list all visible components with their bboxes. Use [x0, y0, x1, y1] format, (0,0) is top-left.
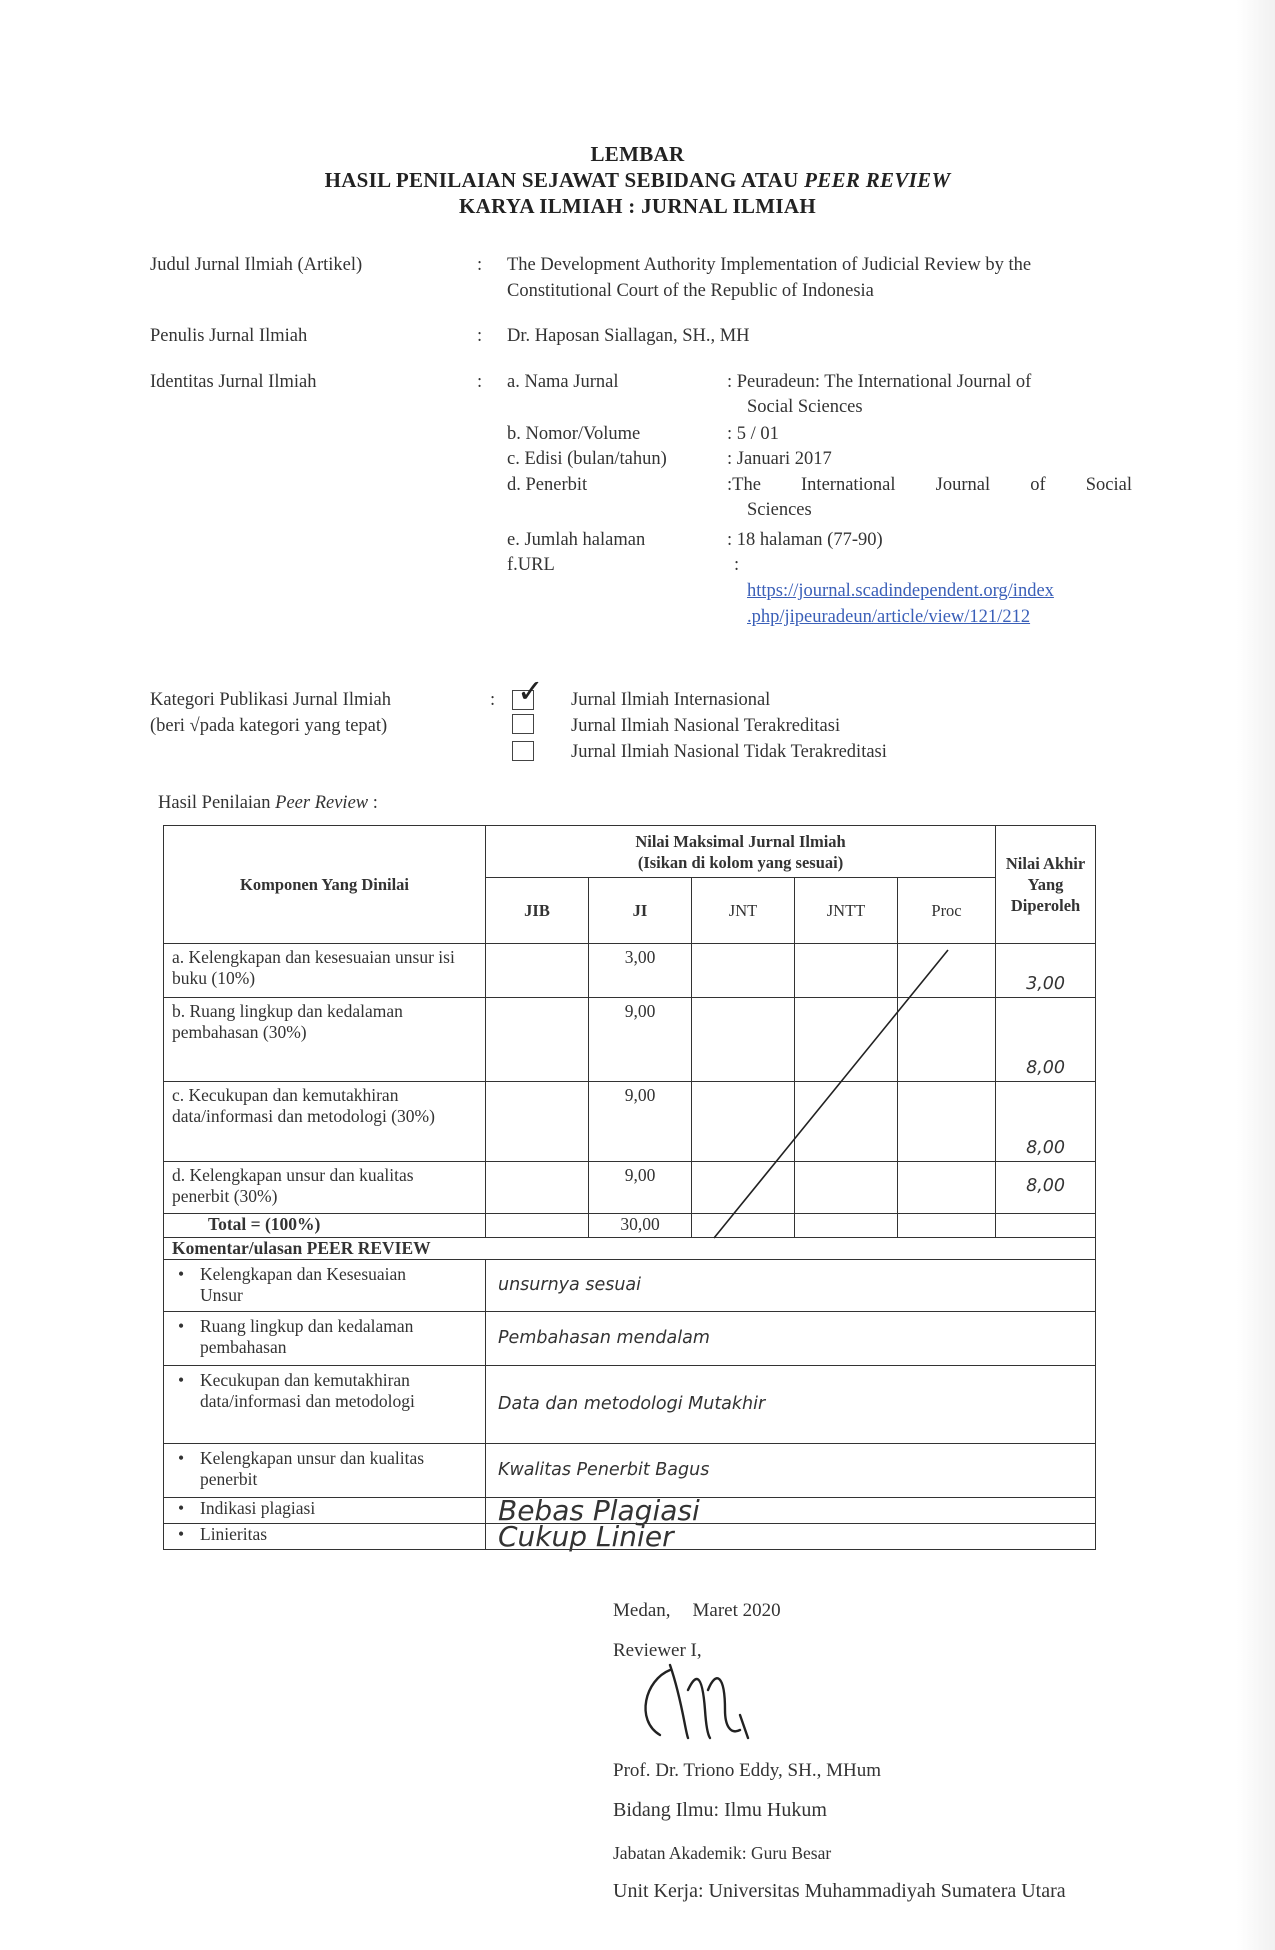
- hasil-label-text: Hasil Penilaian: [158, 793, 276, 813]
- jib-cell: [486, 944, 589, 998]
- date: Maret 2020: [692, 1600, 781, 1621]
- doc-title-line2: [0, 168, 1275, 193]
- edisi-value: : Januari 2017: [727, 449, 832, 469]
- jumlah-label: e. Jumlah halaman: [507, 530, 646, 550]
- jntt-cell: [795, 1214, 898, 1238]
- jnt-cell: [692, 1214, 795, 1238]
- judul-value: The Development Authority Implementation of Judicial Review by the Constitutional Court of the Republic of Indonesia: [507, 255, 1032, 301]
- jntt-cell: [795, 1082, 898, 1162]
- ji-cell: 9,00: [589, 998, 692, 1082]
- judul-colon: :: [477, 255, 483, 275]
- hasil-label-italic: Peer Review: [275, 793, 369, 813]
- judul-label: Judul Jurnal Ilmiah (Artikel): [150, 255, 363, 275]
- kategori-label-2: (beri √pada kategori yang tepat): [150, 716, 388, 736]
- komentar-header: Komentar/ulasan PEER REVIEW: [164, 1238, 1096, 1260]
- doc-title-line1: LEMBAR: [590, 142, 685, 166]
- total-label: Total = (100%): [164, 1214, 486, 1238]
- nama-jurnal-value-1: : Peuradeun: The International Journal of: [727, 372, 1032, 392]
- nomor-value: : 5 / 01: [727, 424, 779, 444]
- kategori-colon: :: [490, 690, 496, 710]
- jnt-cell: [692, 944, 795, 998]
- bullet-icon: •: [178, 1370, 185, 1390]
- reviewer-name: Prof. Dr. Triono Eddy, SH., MHum: [613, 1760, 881, 1781]
- comment-text: Cukup Linier: [486, 1524, 1096, 1550]
- doc-title-line2-text: HASIL PENILAIAN SEJAWAT SEBIDANG ATAU: [324, 168, 805, 192]
- proc-cell: [898, 1082, 996, 1162]
- hasil-label: [158, 790, 378, 816]
- comment-label: Kelengkapan unsur dan kualitas penerbit: [200, 1448, 425, 1489]
- signature-mark: [630, 1650, 810, 1745]
- col-jnt: JNT: [692, 878, 795, 944]
- url-link-line2[interactable]: .php/jipeuradeun/article/view/121/212: [747, 607, 1031, 627]
- proc-cell: [898, 944, 996, 998]
- comment-label: Linieritas: [200, 1524, 268, 1544]
- comment-text: Bebas Plagiasi: [486, 1498, 1096, 1524]
- nama-jurnal-label: a. Nama Jurnal: [507, 372, 619, 392]
- check-mark-icon: ✓: [517, 672, 544, 710]
- nilai-maksimal-header: [486, 826, 996, 878]
- bullet-icon: •: [178, 1448, 185, 1468]
- comment-label-cell: [164, 1498, 486, 1524]
- url-label: f.URL: [507, 555, 555, 575]
- jnt-cell: [692, 998, 795, 1082]
- komponen-cell: a. Kelengkapan dan kesesuaian unsur isi buku (10%): [164, 944, 486, 998]
- doc-title-line3: KARYA ILMIAH : JURNAL ILMIAH: [459, 194, 816, 218]
- nilai-akhir-cell: 8,00: [996, 1162, 1096, 1214]
- col-jntt: JNTT: [795, 878, 898, 944]
- jib-cell: [486, 1214, 589, 1238]
- jntt-cell: [795, 944, 898, 998]
- nilai-maksimal-header-line2: (Isikan di kolom yang sesuai): [637, 852, 844, 872]
- kategori-option-1: Jurnal Ilmiah Internasional: [571, 690, 771, 710]
- jib-cell: [486, 998, 589, 1082]
- comment-label-cell: [164, 1312, 486, 1366]
- jabatan-akademik: Jabatan Akademik: Guru Besar: [613, 1843, 832, 1863]
- identitas-colon: :: [477, 372, 483, 392]
- comment-label-cell: [164, 1524, 486, 1550]
- jumlah-value: : 18 halaman (77-90): [727, 530, 883, 550]
- proc-cell: [898, 1162, 996, 1214]
- nilai-akhir-cell: 8,00: [996, 1082, 1096, 1162]
- nilai-maksimal-header-line1: Nilai Maksimal Jurnal Ilmiah: [635, 831, 846, 851]
- kategori-option-3: Jurnal Ilmiah Nasional Tidak Terakreditasi: [571, 742, 887, 762]
- kategori-label-1: Kategori Publikasi Jurnal Ilmiah: [150, 690, 391, 710]
- comment-text: Pembahasan mendalam: [486, 1312, 1096, 1366]
- penulis-label: Penulis Jurnal Ilmiah: [150, 326, 308, 346]
- komponen-cell: d. Kelengkapan unsur dan kualitas penerbit (30%): [164, 1162, 486, 1214]
- review-table: [163, 825, 1096, 1553]
- col-proc: Proc: [898, 878, 996, 944]
- komponen-header: Komponen Yang Dinilai: [164, 826, 486, 944]
- comment-row: [164, 1312, 1096, 1366]
- table-row: [164, 944, 1096, 998]
- total-akhir-cell: [996, 1214, 1096, 1238]
- comment-label: Indikasi plagiasi: [200, 1498, 316, 1518]
- ji-cell: 3,00: [589, 944, 692, 998]
- penerbit-value-1: :The International Journal of Social: [727, 475, 1132, 495]
- nama-jurnal-value-2: Social Sciences: [747, 397, 863, 417]
- ji-cell: 9,00: [589, 1162, 692, 1214]
- bullet-icon: •: [178, 1524, 185, 1544]
- penerbit-value-2: Sciences: [747, 500, 812, 520]
- col-ji: JI: [589, 878, 692, 944]
- jib-cell: [486, 1162, 589, 1214]
- table-row: [164, 1082, 1096, 1162]
- comment-row: [164, 1260, 1096, 1312]
- jntt-cell: [795, 1162, 898, 1214]
- url-colon: :: [734, 555, 740, 575]
- penulis-value: Dr. Haposan Siallagan, SH., MH: [507, 326, 750, 346]
- comment-label: Ruang lingkup dan kedalaman pembahasan: [200, 1316, 414, 1357]
- bullet-icon: •: [178, 1498, 185, 1518]
- jntt-cell: [795, 998, 898, 1082]
- kategori-option-2: Jurnal Ilmiah Nasional Terakreditasi: [571, 716, 841, 736]
- nilai-akhir-cell: 8,00: [996, 998, 1096, 1082]
- proc-cell: [898, 1214, 996, 1238]
- comment-row: [164, 1366, 1096, 1444]
- checkbox-nasional-terakreditasi[interactable]: [512, 714, 534, 734]
- col-jib: JIB: [486, 878, 589, 944]
- komponen-cell: c. Kecukupan dan kemutakhiran data/informasi dan metodologi (30%): [164, 1082, 486, 1162]
- jib-cell: [486, 1082, 589, 1162]
- table-row: [164, 1162, 1096, 1214]
- jnt-cell: [692, 1162, 795, 1214]
- total-row: [164, 1214, 1096, 1238]
- comment-label: Kecukupan dan kemutakhiran data/informasi dan metodologi: [200, 1370, 415, 1411]
- place: Medan,: [613, 1600, 671, 1621]
- penulis-colon: :: [477, 326, 483, 346]
- nilai-akhir-header: Nilai Akhir Yang Diperoleh: [996, 826, 1096, 944]
- ji-cell: 9,00: [589, 1082, 692, 1162]
- bullet-icon: •: [178, 1316, 185, 1336]
- unit-kerja: Unit Kerja: Universitas Muhammadiyah Sumatera Utara: [613, 1880, 1066, 1902]
- total-ji: 30,00: [589, 1214, 692, 1238]
- comment-label: Kelengkapan dan Kesesuaian Unsur: [200, 1264, 407, 1305]
- url-link-line1[interactable]: https://journal.scadindependent.org/index: [747, 581, 1054, 601]
- nilai-akhir-cell: 3,00: [996, 944, 1096, 998]
- checkbox-nasional-tidak-terakreditasi[interactable]: [512, 741, 534, 761]
- hasil-label-suffix: :: [368, 793, 378, 813]
- table-row: [164, 998, 1096, 1082]
- bullet-icon: •: [178, 1264, 185, 1284]
- identitas-label: Identitas Jurnal Ilmiah: [150, 372, 317, 392]
- comment-label-cell: [164, 1260, 486, 1312]
- comment-text: Data dan metodologi Mutakhir: [486, 1366, 1096, 1444]
- nomor-label: b. Nomor/Volume: [507, 424, 641, 444]
- edisi-label: c. Edisi (bulan/tahun): [507, 449, 667, 469]
- penerbit-label: d. Penerbit: [507, 475, 588, 495]
- bidang-ilmu: Bidang Ilmu: Ilmu Hukum: [613, 1799, 827, 1821]
- comment-text: unsurnya sesuai: [486, 1260, 1096, 1312]
- reviewer-label: Reviewer I,: [613, 1640, 702, 1661]
- place-date: [613, 1600, 781, 1622]
- comment-label-cell: [164, 1366, 486, 1444]
- comment-row: [164, 1444, 1096, 1498]
- proc-cell: [898, 998, 996, 1082]
- comment-text: Kwalitas Penerbit Bagus: [486, 1444, 1096, 1498]
- doc-title-line2-italic: PEER REVIEW: [804, 168, 951, 192]
- comment-label-cell: [164, 1444, 486, 1498]
- comment-row: [164, 1524, 1096, 1550]
- jnt-cell: [692, 1082, 795, 1162]
- komponen-cell: b. Ruang lingkup dan kedalaman pembahasan (30%): [164, 998, 486, 1082]
